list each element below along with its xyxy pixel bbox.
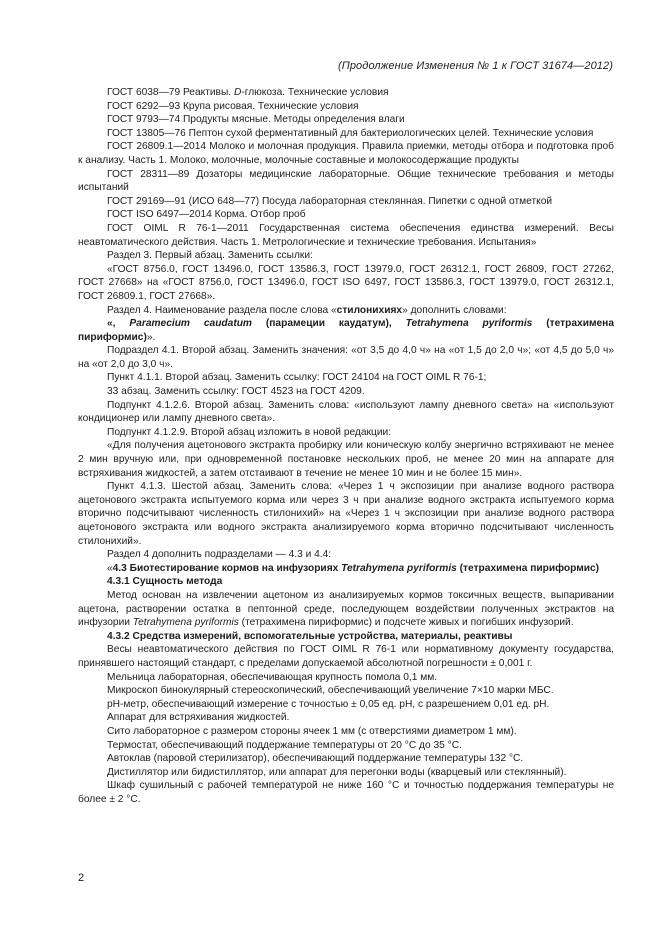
paragraph: [78, 643, 614, 670]
paragraph: [78, 426, 614, 440]
text-segment: Подпункт 4.1.2.6. Второй абзац. Заменить слова: «используют лампу дневного света» на «используют кондиционер или лампу дневного света».: [78, 399, 614, 425]
text-segment: (тетрахимена пириформис): [456, 562, 600, 574]
paragraph: [78, 222, 614, 249]
paragraph: [78, 399, 614, 426]
paragraph: [78, 562, 614, 576]
text-segment: Метод основан на извлечении ацетоном из анализируемых кормов токсичных веществ, выпаривании ацетона, растворении остатка в пептонной среде, последующем воздействии полученных экстрактов на инфузории: [78, 589, 614, 629]
text-segment: «: [107, 562, 113, 574]
text-segment: Раздел 4. Наименование раздела после слова «: [107, 304, 337, 316]
text-segment: D: [233, 87, 242, 98]
paragraph: [78, 671, 614, 685]
text-segment: (тетрахимена пириформис) и подсчете живых и погибших инфузорий.: [238, 617, 574, 629]
paragraph: [78, 779, 614, 806]
text-segment: Подпункт 4.1.2.9. Второй абзац изложить в новой редакции:: [107, 426, 392, 438]
paragraph: [78, 317, 614, 344]
paragraph: [78, 725, 614, 739]
text-segment: «ГОСТ 8756.0, ГОСТ 13496.0, ГОСТ 13586.3, ГОСТ 13979.0, ГОСТ 26312.1, ГОСТ 26809, ГОСТ 27262, ГОСТ 27668» на «ГОСТ 8756.0, ГОСТ 13496.0, ГОСТ ISO 6497, ГОСТ 13586.3, ГОСТ 13979.0, ГОСТ 26312.1, ГОСТ 26809.1, ГОСТ 27668».: [78, 263, 614, 302]
text-segment: » дополнить словами:: [402, 304, 507, 316]
paragraph: [78, 371, 614, 385]
paragraph: [78, 249, 614, 263]
text-segment: Микроскоп бинокулярный стереоскопический, обеспечивающий увеличение 7×10 марки МБС.: [107, 685, 554, 697]
text-segment: ГОСТ 28311—89 Дозаторы медицинские лабораторные. Общие технические требования и методы испытаний: [78, 168, 614, 194]
paragraph: [78, 385, 614, 399]
paragraph: [78, 113, 614, 127]
text-segment: Аппарат для встряхивания жидкостей.: [107, 712, 290, 724]
text-segment: ».: [146, 331, 156, 343]
text-segment: Весы неавтоматического действия по ГОСТ OIML R 76-1 или нормативному документу государства, принявшего настоящий стандарт, с пределами допускаемой абсолютной погрешности ± 0,001 г.: [78, 644, 614, 669]
text-segment: 4.3.2 Средства измерений, вспомогательные устройства, материалы, реактивы: [107, 630, 513, 642]
text-segment: «Для получения ацетонового экстракта пробирку или коническую колбу энергично встряхивают не менее 2 мин вручную или, при одновременной постановке нескольких проб, не менее 20 мин на аппарате для встряхивания жидкостей, а затем отстаивают в течение не менее 10 мин и не более 15 мин».: [78, 440, 614, 479]
text-segment: ГОСТ ISO 6497—2014 Корма. Отбор проб: [107, 209, 306, 221]
text-segment: ГОСТ 29169—91 (ИСО 648—77) Посуда лабораторная стеклянная. Пипетки с одной отметкой: [107, 195, 553, 207]
text-segment: Сито лабораторное с размером стороны ячеек 1 мм (с отверстиями диаметром 1 мм).: [107, 725, 517, 737]
paragraph: [78, 127, 614, 141]
text-segment: Пункт 4.1.3. Шестой абзац. Заменить слова: «Через 1 ч экспозиции при анализе водного раствора ацетонового экстракта испытуемого корма или через 3 ч при анализе водного экстракта испытуемого корма вторично подсчитывают численность стилонихий» на «Через 1 ч экспозиции при анализе водного раствора ацетонового экстракта или водного экстракта анализируемого корма вторично подсчитывают численность стилонихий».: [78, 481, 614, 547]
paragraph: [78, 344, 614, 371]
text-segment: 4.3 Биотестирование кормов на инфузориях: [112, 562, 342, 574]
paragraph: [78, 548, 614, 562]
paragraph: [78, 304, 614, 318]
text-segment: (тетрахимена пириформис): [78, 318, 614, 343]
paragraph: [78, 630, 614, 644]
text-segment: Раздел 4 дополнить подразделами — 4.3 и 4.4:: [107, 549, 332, 561]
text-segment: Пункт 4.1.1. Второй абзац. Заменить ссылку: ГОСТ 24104 на ГОСТ OIML R 76-1;: [107, 372, 487, 384]
text-segment: «,: [107, 318, 130, 330]
paragraph: [78, 766, 614, 780]
paragraph: [78, 86, 614, 100]
paragraph: [78, 195, 614, 209]
text-segment: (парамеции каудатум),: [252, 318, 406, 330]
text-segment: ГОСТ 13805—76 Пептон сухой ферментативный для бактериологических целей. Технические условия: [107, 127, 594, 139]
text-segment: Раздел 3. Первый абзац. Заменить ссылки:: [107, 250, 313, 262]
paragraph: [78, 100, 614, 114]
paragraph: [78, 439, 614, 480]
paragraph: [78, 480, 614, 548]
paragraph: [78, 208, 614, 222]
text-segment: Tetrahymena pyriformis: [405, 318, 533, 330]
paragraph: [78, 684, 614, 698]
text-segment: Подраздел 4.1. Второй абзац. Заменить значения: «от 3,5 до 4,0 ч» на «от 1,5 до 2,0 ч»; «от 4,5 до 5,0 ч» на «от 2,0 до 3,0 ч».: [78, 345, 614, 370]
text-segment: Шкаф сушильный с рабочей температурой не ниже 160 °С и точностью поддержания температуры не более ± 2 °С.: [78, 780, 614, 805]
paragraph: [78, 168, 614, 195]
document-body: [78, 86, 614, 806]
page-number: 2: [78, 872, 85, 884]
text-segment: ГОСТ 9793—74 Продукты мясные. Методы определения влаги: [107, 114, 405, 126]
paragraph: [78, 263, 614, 304]
paragraph: [78, 711, 614, 725]
paragraph: [78, 140, 614, 167]
text-segment: 4.3.1 Сущность метода: [107, 576, 223, 588]
text-segment: -глюкоза. Технические условия: [241, 87, 389, 98]
paragraph: [78, 752, 614, 766]
text-segment: Автоклав (паровой стерилизатор), обеспечивающий поддержание температуры 132 °С.: [107, 753, 524, 765]
page-header: (Продолжение Изменения № 1 к ГОСТ 31674—2012): [338, 60, 613, 72]
text-segment: Tetrahymena pyriformis: [132, 617, 239, 629]
text-segment: ГОСТ 6292—93 Крупа рисовая. Технические условия: [107, 100, 359, 112]
paragraph: [78, 698, 614, 712]
text-segment: Paramecium caudatum: [129, 318, 252, 330]
paragraph: [78, 589, 614, 630]
paragraph: [78, 575, 614, 589]
text-segment: ГОСТ 6038—79 Реактивы.: [107, 87, 234, 98]
paragraph: [78, 739, 614, 753]
text-segment: Tetrahymena pyriformis: [341, 562, 457, 574]
text-segment: 33 абзац. Заменить ссылку: ГОСТ 4523 на ГОСТ 4209.: [107, 386, 365, 398]
text-segment: ГОСТ OIML R 76-1—2011 Государственная система обеспечения единства измерений. Весы неавтоматического действия. Часть 1. Метрологические и технические требования. Испытания»: [78, 222, 614, 248]
text-segment: стилонихиях: [336, 304, 403, 316]
text-segment: рН-метр, обеспечивающий измерение с точностью ± 0,05 ед. рН, с разрешением 0,01 ед. рН.: [107, 698, 550, 710]
text-segment: Термостат, обеспечивающий поддержание температуры от 20 °С до 35 °С.: [107, 739, 462, 751]
text-segment: Мельница лабораторная, обеспечивающая крупность помола 0,1 мм.: [107, 671, 438, 683]
text-segment: Дистиллятор или бидистиллятор, или аппарат для перегонки воды (кварцевый или стеклянный).: [107, 766, 567, 778]
text-segment: ГОСТ 26809.1—2014 Молоко и молочная продукция. Правила приемки, методы отбора и подготовка проб к анализу. Часть 1. Молоко, молочные, молочные составные и молокосодержащие продукты: [78, 141, 614, 166]
